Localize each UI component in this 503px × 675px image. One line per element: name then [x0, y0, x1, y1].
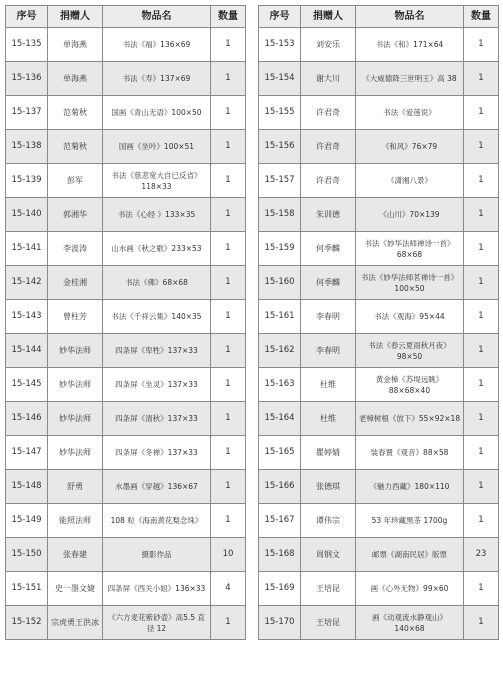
row-number: 15-141 [6, 232, 48, 266]
donor-name: 郭湘华 [48, 198, 103, 232]
row-number: 15-169 [259, 572, 301, 606]
table-row [259, 572, 499, 606]
item-name: 53 年珍藏黑茶 1700g [356, 504, 464, 538]
row-number: 15-148 [6, 470, 48, 504]
item-name: 书法《妙华法师茗禅诗一首》100×50 [356, 266, 464, 300]
quantity: 1 [464, 606, 499, 640]
table-row [6, 368, 246, 402]
row-number: 15-140 [6, 198, 48, 232]
table-row [6, 28, 246, 62]
quantity: 1 [464, 368, 499, 402]
row-number: 15-155 [259, 96, 301, 130]
item-name: 四条屏《坐灵》137×33 [103, 368, 211, 402]
donor-name: 史一墨文婕 [48, 572, 103, 606]
row-number: 15-161 [259, 300, 301, 334]
donor-name: 朱训德 [301, 198, 356, 232]
quantity: 1 [211, 504, 246, 538]
quantity: 1 [211, 266, 246, 300]
item-name: 书法《佛》68×68 [103, 266, 211, 300]
row-number: 15-150 [6, 538, 48, 572]
table-row [259, 334, 499, 368]
table-row [6, 232, 246, 266]
item-name: 《魅力西藏》180×110 [356, 470, 464, 504]
donor-name: 李波涛 [48, 232, 103, 266]
quantity: 1 [211, 28, 246, 62]
table-row [259, 198, 499, 232]
header-no: 序号 [6, 6, 48, 28]
header-donor: 捐赠人 [301, 6, 356, 28]
table-row [259, 300, 499, 334]
quantity: 1 [464, 198, 499, 232]
table-row [259, 470, 499, 504]
row-number: 15-153 [259, 28, 301, 62]
row-number: 15-151 [6, 572, 48, 606]
donor-name: 许君奇 [301, 96, 356, 130]
table-row [6, 436, 246, 470]
item-name: 画《动观流水静观山》140×68 [356, 606, 464, 640]
row-number: 15-167 [259, 504, 301, 538]
table-row [6, 130, 246, 164]
donor-name: 杜维 [301, 368, 356, 402]
donor-name: 范菊秋 [48, 130, 103, 164]
quantity: 1 [211, 436, 246, 470]
table-row [6, 62, 246, 96]
table-row [259, 266, 499, 300]
table-row [259, 130, 499, 164]
item-name: 国画《坐吟》100×51 [103, 130, 211, 164]
donor-name: 张春建 [48, 538, 103, 572]
quantity: 1 [211, 198, 246, 232]
table-row [6, 538, 246, 572]
donor-name: 王培昆 [301, 572, 356, 606]
header-qty: 数量 [464, 6, 499, 28]
table-row [259, 606, 499, 640]
quantity: 1 [464, 96, 499, 130]
donor-name: 李春明 [301, 334, 356, 368]
item-name: 《大威德降三世明王》高 38 [356, 62, 464, 96]
quantity: 1 [464, 266, 499, 300]
table-row [6, 470, 246, 504]
quantity: 1 [464, 164, 499, 198]
quantity: 1 [211, 606, 246, 640]
item-name: 装春置《观音》88×58 [356, 436, 464, 470]
table-row [6, 266, 246, 300]
table-row [259, 504, 499, 538]
row-number: 15-143 [6, 300, 48, 334]
donor-name: 能照法师 [48, 504, 103, 538]
row-number: 15-166 [259, 470, 301, 504]
item-name: 老樟树根《放下》55×92×18 [356, 402, 464, 436]
row-number: 15-149 [6, 504, 48, 538]
quantity: 1 [464, 334, 499, 368]
row-number: 15-170 [259, 606, 301, 640]
table-row [259, 368, 499, 402]
quantity: 1 [464, 402, 499, 436]
donor-name: 何季麟 [301, 232, 356, 266]
item-name: 书法《春云夏雨秋月夜》98×50 [356, 334, 464, 368]
row-number: 15-136 [6, 62, 48, 96]
item-name: 黄金樟《苏堤远眺》88×68×40 [356, 368, 464, 402]
item-name: 书法《爱莲说》 [356, 96, 464, 130]
donor-name: 谢大川 [301, 62, 356, 96]
donor-name: 瞿婷婧 [301, 436, 356, 470]
donor-name: 刘安乐 [301, 28, 356, 62]
donor-name: 妙华法师 [48, 334, 103, 368]
quantity: 1 [211, 470, 246, 504]
table-row [6, 164, 246, 198]
quantity: 1 [464, 62, 499, 96]
quantity: 1 [464, 470, 499, 504]
row-number: 15-142 [6, 266, 48, 300]
item-name: 书法《千祥云集》140×35 [103, 300, 211, 334]
donor-name: 舒勇 [48, 470, 103, 504]
donor-name: 妙华法师 [48, 368, 103, 402]
quantity: 1 [464, 300, 499, 334]
header-row [6, 6, 246, 28]
item-name: 书法《妙华法师禅诗一首》68×68 [356, 232, 464, 266]
quantity: 1 [211, 402, 246, 436]
donor-name: 许君奇 [301, 130, 356, 164]
table-row [6, 572, 246, 606]
table-row [259, 164, 499, 198]
donor-name: 宗虎勇王洪冰 [48, 606, 103, 640]
quantity: 1 [464, 28, 499, 62]
item-name: 山水画《秋之歌》233×53 [103, 232, 211, 266]
quantity: 1 [211, 62, 246, 96]
quantity: 1 [211, 164, 246, 198]
quantity: 1 [464, 436, 499, 470]
item-name: 《山川》70×139 [356, 198, 464, 232]
row-number: 15-152 [6, 606, 48, 640]
item-name: 邮票《湖南民居》版票 [356, 538, 464, 572]
donor-name: 许君奇 [301, 164, 356, 198]
donor-name: 周钢文 [301, 538, 356, 572]
quantity: 1 [211, 334, 246, 368]
item-name: 书法《观海》95×44 [356, 300, 464, 334]
row-number: 15-137 [6, 96, 48, 130]
item-name: 水墨画《穿越》136×67 [103, 470, 211, 504]
donor-name: 金桂湘 [48, 266, 103, 300]
item-name: 《潇湘八景》 [356, 164, 464, 198]
donor-name: 单海燕 [48, 28, 103, 62]
donor-name: 曾柱芳 [48, 300, 103, 334]
table-row [259, 28, 499, 62]
row-number: 15-144 [6, 334, 48, 368]
quantity: 1 [464, 232, 499, 266]
table-row [259, 538, 499, 572]
quantity: 1 [211, 368, 246, 402]
item-name: 书法《和》171×64 [356, 28, 464, 62]
row-number: 15-154 [259, 62, 301, 96]
table-row [6, 402, 246, 436]
row-number: 15-139 [6, 164, 48, 198]
donor-name: 王培昆 [301, 606, 356, 640]
donation-table-right [258, 5, 499, 640]
quantity: 1 [464, 504, 499, 538]
row-number: 15-162 [259, 334, 301, 368]
quantity: 1 [211, 232, 246, 266]
quantity: 1 [464, 130, 499, 164]
header-donor: 捐赠人 [48, 6, 103, 28]
row-number: 15-165 [259, 436, 301, 470]
row-number: 15-147 [6, 436, 48, 470]
quantity: 1 [211, 300, 246, 334]
donor-name: 妙华法师 [48, 436, 103, 470]
row-number: 15-168 [259, 538, 301, 572]
row-number: 15-135 [6, 28, 48, 62]
row-number: 15-163 [259, 368, 301, 402]
item-name: 四条屏《西关小姐》136×33 [103, 572, 211, 606]
donor-name: 杜维 [301, 402, 356, 436]
donor-name: 范菊秋 [48, 96, 103, 130]
table-row [259, 436, 499, 470]
header-item: 物品名 [103, 6, 211, 28]
header-qty: 数量 [211, 6, 246, 28]
row-number: 15-160 [259, 266, 301, 300]
donor-name: 彭军 [48, 164, 103, 198]
item-name: 画《心外无物》99×60 [356, 572, 464, 606]
item-name: 书法《福》136×69 [103, 28, 211, 62]
item-name: 四条屏《清秋》137×33 [103, 402, 211, 436]
quantity: 4 [211, 572, 246, 606]
donor-name: 张德琪 [301, 470, 356, 504]
table-row [259, 62, 499, 96]
table-row [259, 96, 499, 130]
item-name: 摄影作品 [103, 538, 211, 572]
donor-name: 何季麟 [301, 266, 356, 300]
quantity: 1 [464, 572, 499, 606]
donor-name: 谭伟宗 [301, 504, 356, 538]
table-row [6, 96, 246, 130]
item-name: 《六方麦花紫砂壶》高5.5 直径 12 [103, 606, 211, 640]
item-name: 书法《寿》137×69 [103, 62, 211, 96]
item-name: 《和风》76×79 [356, 130, 464, 164]
table-row [6, 300, 246, 334]
quantity: 23 [464, 538, 499, 572]
item-name: 四条屏《卑牲》137×33 [103, 334, 211, 368]
row-number: 15-145 [6, 368, 48, 402]
table-row [6, 198, 246, 232]
donor-name: 单海燕 [48, 62, 103, 96]
donation-table-left [5, 5, 246, 640]
item-name: 国画《青山无语》100×50 [103, 96, 211, 130]
header-item: 物品名 [356, 6, 464, 28]
header-no: 序号 [259, 6, 301, 28]
row-number: 15-138 [6, 130, 48, 164]
row-number: 15-164 [259, 402, 301, 436]
row-number: 15-146 [6, 402, 48, 436]
item-name: 书法《心经 》133×35 [103, 198, 211, 232]
row-number: 15-156 [259, 130, 301, 164]
item-name: 书法《慈悲宽大自已反省》118×33 [103, 164, 211, 198]
table-row [6, 504, 246, 538]
quantity: 1 [211, 96, 246, 130]
table-row [6, 334, 246, 368]
donor-name: 妙华法师 [48, 402, 103, 436]
header-row [259, 6, 499, 28]
row-number: 15-158 [259, 198, 301, 232]
table-row [259, 402, 499, 436]
row-number: 15-157 [259, 164, 301, 198]
row-number: 15-159 [259, 232, 301, 266]
item-name: 四条屏《冬禅》137×33 [103, 436, 211, 470]
table-row [259, 232, 499, 266]
donor-name: 李春明 [301, 300, 356, 334]
quantity: 1 [211, 130, 246, 164]
item-name: 108 粒《海南黄花梨念珠》 [103, 504, 211, 538]
quantity: 10 [211, 538, 246, 572]
table-row [6, 606, 246, 640]
